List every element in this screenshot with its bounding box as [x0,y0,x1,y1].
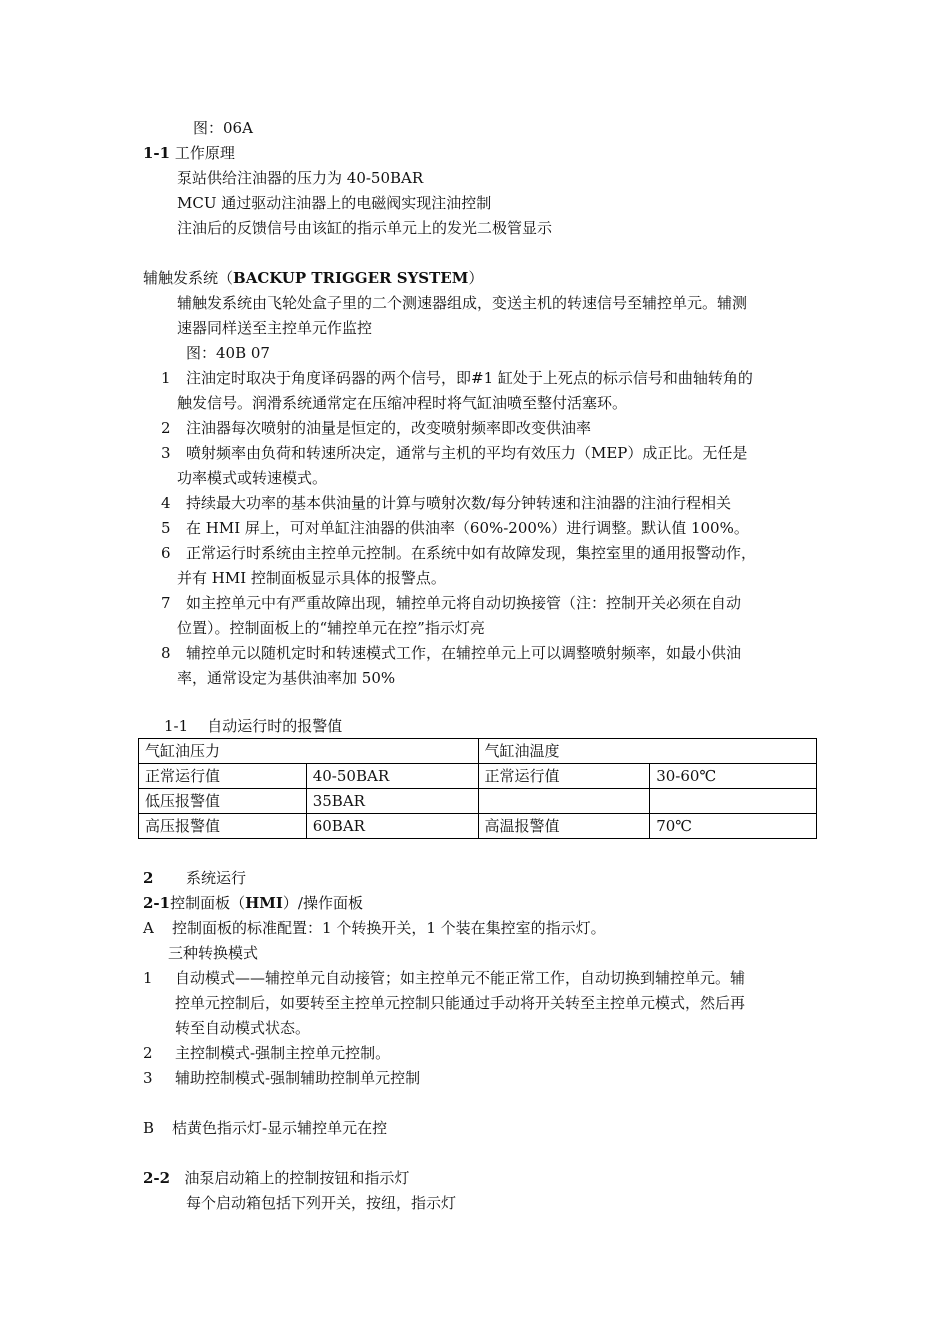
paragraph-line: 泵站供给注油器的压力为 40-50BAR [177,169,424,187]
item-a-text: 控制面板的标准配置：1 个转换开关，1 个装在集控室的指示灯。 [172,919,606,937]
list-item-text: 位置）。控制面板上的“辅控单元在控”指示灯亮 [177,619,485,637]
table-row [139,764,817,789]
section-heading-backup-trigger: 辅触发系统（BACKUP TRIGGER SYSTEM） [143,269,484,287]
list-item-text: 注油器每次喷射的油量是恒定的，改变喷射频率即改变供油率 [186,419,592,437]
list-item-text: 触发信号。润滑系统通常定在压缩冲程时将气缸油喷至整付活塞环。 [177,394,628,412]
figure-ref-06a: 图：06A [193,119,253,137]
table-cell [650,789,817,814]
list-item-number: 5 [161,519,171,537]
list-item-text: 并有 HMI 控制面板显示具体的报警点。 [177,569,446,587]
table-cell [478,789,650,814]
table-cell: 30-60℃ [650,764,817,789]
mode-text: 自动模式——辅控单元自动接管；如主控单元不能正常工作，自动切换到辅控单元。辅 [175,969,746,987]
section-heading-2: 2 [143,869,154,887]
table-row [139,814,817,839]
list-item-text: 功率模式或转速模式。 [177,469,328,487]
section-title: 工作原理 [174,144,235,162]
table-header-cell: 气缸油压力 [139,739,479,764]
paragraph-line: 辅触发系统由飞轮处盒子里的二个测速器组成，变送主机的转速信号至辅控单元。辅测 [177,294,748,312]
section-heading-2-1: 2-1控制面板（HMI）/操作面板 [143,894,363,912]
list-item-text: 正常运行时系统由主控单元控制。在系统中如有故障发现，集控室里的通用报警动作， [186,544,757,562]
table-header-cell: 气缸油温度 [478,739,817,764]
list-item-number: 1 [161,369,171,387]
table-cell: 40-50BAR [306,764,478,789]
section-heading-2-2: 2-2 油泵启动箱上的控制按钮和指示灯 [143,1169,410,1187]
table-row [139,789,817,814]
section-title: 系统运行 [186,869,247,887]
list-item-text: 如主控单元中有严重故障出现，辅控单元将自动切换接管（注：控制开关必须在自动 [186,594,742,612]
mode-number: 2 [143,1044,153,1062]
mode-text: 控单元控制后，如要转至主控单元控制只能通过手动将开关转至主控单元模式，然后再 [175,994,746,1012]
mode-text: 转至自动模式状态。 [175,1019,311,1037]
table-cell: 正常运行值 [139,764,307,789]
table-cell: 正常运行值 [478,764,650,789]
table-cell: 35BAR [306,789,478,814]
paragraph-line: 速器同样送至主控单元作监控 [177,319,373,337]
list-item-text: 辅控单元以随机定时和转速模式工作，在辅控单元上可以调整喷射频率，如最小供油 [186,644,742,662]
section-number: 1-1 [143,144,171,162]
list-item-number: 4 [161,494,171,512]
table-caption: 1-1 自动运行时的报警值 [164,717,343,735]
table-cell: 70℃ [650,814,817,839]
list-item-text: 持续最大功率的基本供油量的计算与喷射次数/每分钟转速和注油器的注油行程相关 [186,494,732,512]
mode-number: 1 [143,969,153,987]
list-item-number: 6 [161,544,171,562]
mode-number: 3 [143,1069,153,1087]
table-cell: 高温报警值 [478,814,650,839]
table-cell: 高压报警值 [139,814,307,839]
section-heading-1-1 [143,141,235,166]
paragraph-line: 注油后的反馈信号由该缸的指示单元上的发光二极管显示 [177,219,553,237]
list-item-number: 7 [161,594,171,612]
item-b-text: 桔黄色指示灯-显示辅控单元在控 [172,1119,388,1137]
item-a-label: A [143,919,154,937]
list-item-text: 喷射频率由负荷和转速所决定，通常与主机的平均有效压力（MEP）成正比。无任是 [186,444,748,462]
modes-title: 三种转换模式 [168,944,259,962]
mode-text: 主控制模式-强制主控单元控制。 [175,1044,391,1062]
list-item-number: 2 [161,419,171,437]
paragraph-line: 每个启动箱包括下列开关，按纽，指示灯 [186,1194,457,1212]
table-cell: 低压报警值 [139,789,307,814]
table-cell: 60BAR [306,814,478,839]
item-b-label: B [143,1119,155,1137]
list-item-text: 在 HMI 屏上，可对单缸注油器的供油率（60%-200%）进行调整。默认值 100%。 [186,519,749,537]
list-item-text: 率，通常设定为基供油率加 50% [177,669,396,687]
paragraph-line: MCU 通过驱动注油器上的电磁阀实现注油控制 [177,194,492,212]
list-item-number: 8 [161,644,171,662]
list-item-text: 注油定时取决于角度译码器的两个信号，即#1 缸处于上死点的标示信号和曲轴转角的 [186,369,753,387]
figure-ref-40b07: 图：40B 07 [186,344,270,362]
list-item-number: 3 [161,444,171,462]
mode-text: 辅助控制模式-强制辅助控制单元控制 [175,1069,421,1087]
alarm-values-table [138,738,817,839]
table-header-row [139,739,817,764]
